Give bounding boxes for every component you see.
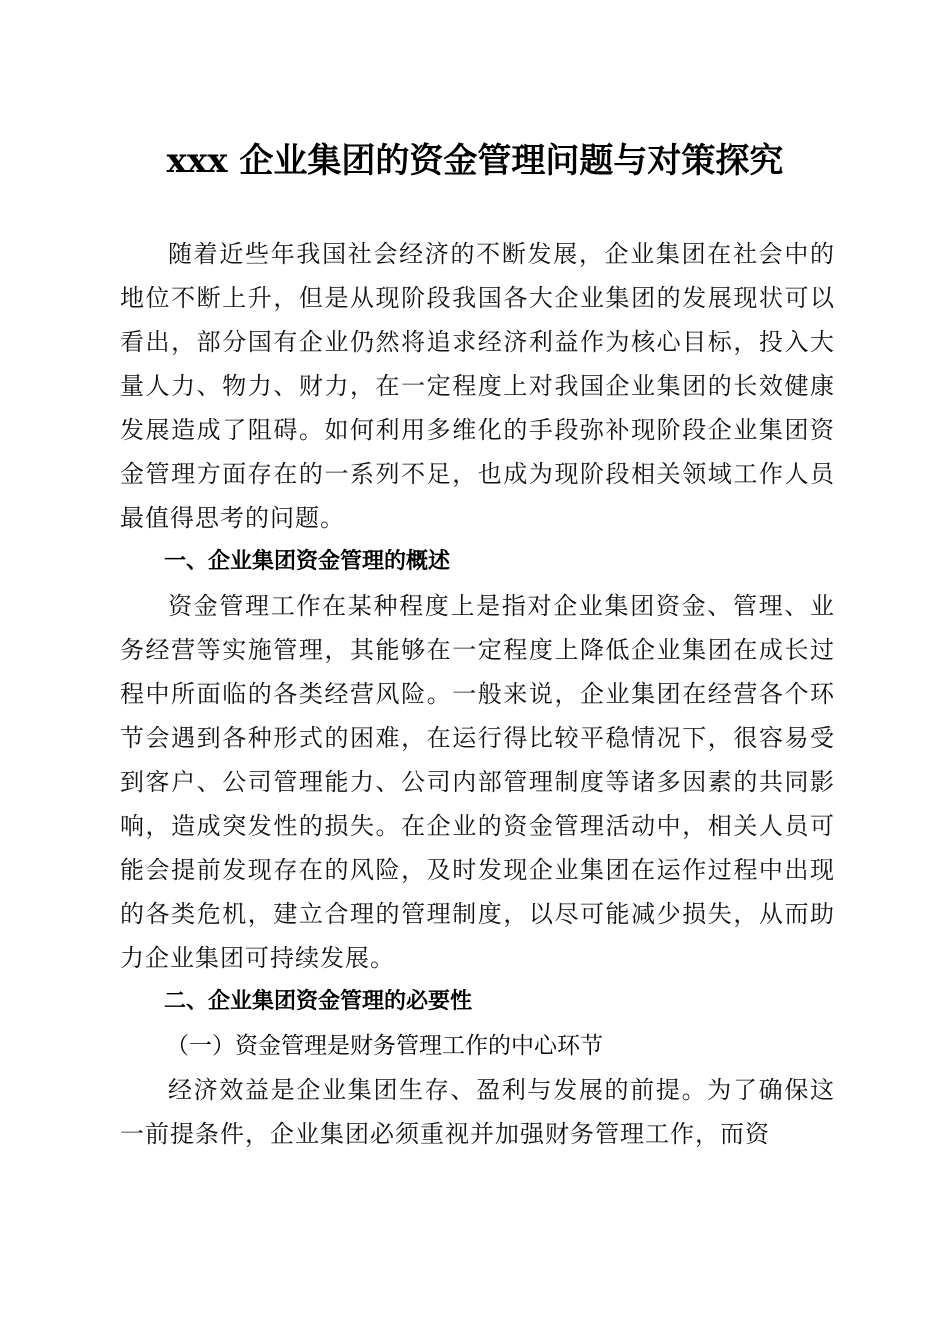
- paragraph-necessity: 经济效益是企业集团生存、盈利与发展的前提。为了确保这一前提条件，企业集团必须重视并加强财务管理工作，而资: [120, 1076, 835, 1148]
- subsection-heading-1: （一）资金管理是财务管理工作的中心环节: [166, 1033, 603, 1059]
- paragraph-overview: 资金管理工作在某种程度上是指对企业集团资金、管理、业务经营等实施管理，其能够在一定程度上降低企业集团在成长过程中所面临的各类经营风险。一般来说，企业集团在经营各个环节会遇到各种形式的困难，在运行得比较平稳情况下，很容易受到客户、公司管理能力、公司内部管理制度等诸多因素的共同影响，造成突发性的损失。在企业的资金管理活动中，相关人员可能会提前发现存在的风险，及时发现企业集团在运作过程中出现的各类危机，建立合理的管理制度，以尽可能减少损失，从而助力企业集团可持续发展。: [120, 592, 835, 972]
- document-body: [120, 232, 835, 1156]
- section-heading-1: 一、企业集团资金管理的概述: [164, 549, 451, 574]
- section-heading-2: 二、企业集团资金管理的必要性: [164, 989, 473, 1014]
- document-title: xxx 企业集团的资金管理问题与对策探究: [166, 141, 784, 181]
- paragraph-intro: 随着近些年我国社会经济的不断发展，企业集团在社会中的地位不断上升，但是从现阶段我国各大企业集团的发展现状可以看出，部分国有企业仍然将追求经济利益作为核心目标，投入大量人力、物力、财力，在一定程度上对我国企业集团的长效健康发展造成了阻碍。如何利用多维化的手段弥补现阶段企业集团资金管理方面存在的一系列不足，也成为现阶段相关领域工作人员最值得思考的问题。: [120, 240, 835, 532]
